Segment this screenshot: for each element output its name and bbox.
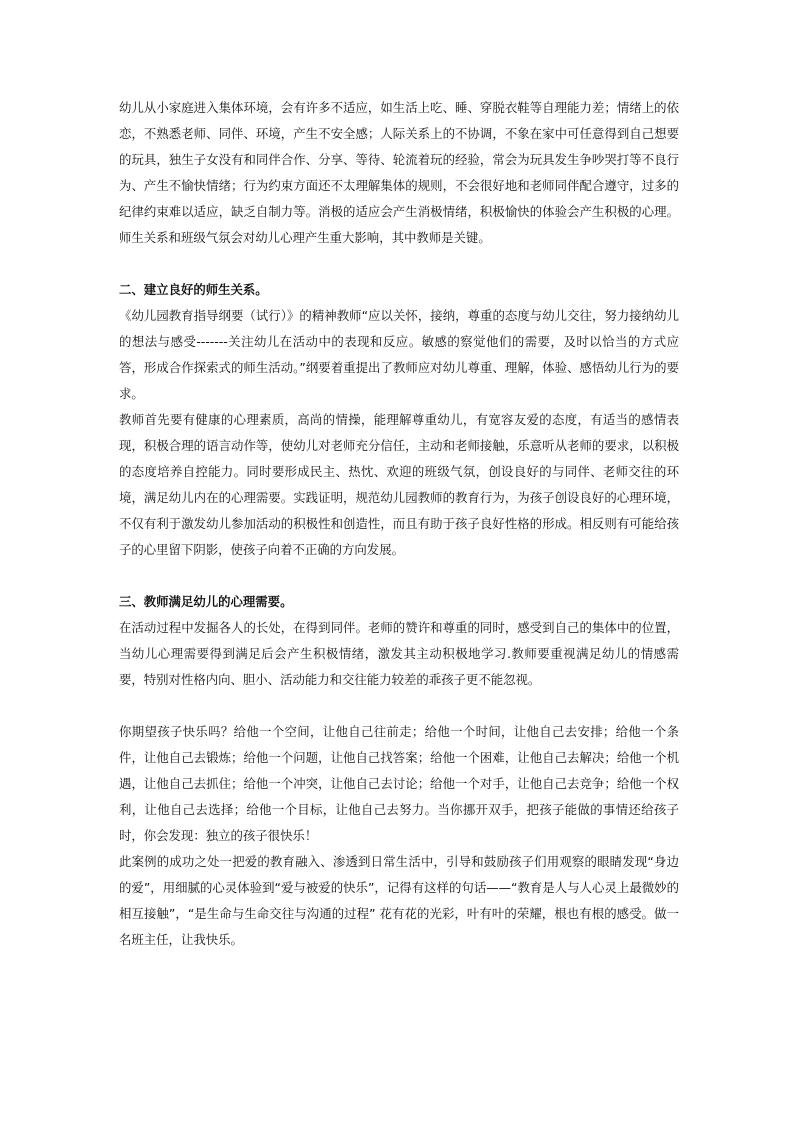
paragraph-adaptation: 幼儿从小家庭进入集体环境，会有许多不适应，如生活上吃、睡、穿脱衣鞋等自理能力差；情绪上的依恋，不熟悉老师、同伴、环境，产生不安全感；人际关系上的不协调，不象在家中可任意得到自己想要的玩具，独生子女没有和同伴合作、分享、等待、轮流着玩的经验，常会为玩具发生争吵哭打等不良行为、产生不愉快情绪；行为约束方面还不太理解集体的规则，不会很好地和老师同伴配合遵守，过多的纪律约束难以适应，缺乏自制力等。消极的适应会产生消极情绪，积极愉快的体验会产生积极的心理。师生关系和班级气氛会对幼儿心理产生重大影响，其中教师是关键。 (119, 100, 679, 245)
paragraph-teacher-quality: 教师首先要有健康的心理素质，高尚的情操，能理解尊重幼儿，有宽容友爱的态度，有适当的感情表现，积极合理的语言动作等，使幼儿对老师充分信任，主动和老师接触，乐意听从老师的要求，以积极的态度培养自控能力。同时要形成民主、热忱、欢迎的班级气氛，创设良好的与同伴、老师交往的环境，满足幼儿内在的心理需要。实践证明，规范幼儿园教师的教育行为，为孩子创设良好的心理环境，不仅有利于激发幼儿参加活动的积极性和创造性，而且有助于孩子良好性格的形成。相反则有可能给孩子的心里留下阴影，使孩子向着不正确的方向发展。 (119, 412, 679, 557)
paragraph-case-summary: 此案例的成功之处一把爱的教育融入、渗透到日常生活中，引导和鼓励孩子们用观察的眼睛发现“身边的爱”，用细腻的心灵体验到“爱与被爱的快乐”，记得有这样的句话——“教育是人与人心灵上最微妙的相互接触”，“是生命与生命交往与沟通的过程” 花有花的光彩，叶有叶的荣耀，根也有根的感受。做一名班主任，让我快乐。 (119, 854, 679, 947)
section-heading-psychological-needs: 三、教师满足幼儿的心理需要。 (119, 594, 293, 609)
paragraph-happy-child: 你期望孩子快乐吗？给他一个空间，让他自己往前走；给他一个时间，让他自己去安排；给他一个条件，让他自己去锻炼；给他一个问题，让他自己找答案；给他一个困难，让他自己去解决；给他一个机遇，让他自己去抓住；给他一个冲突，让他自己去讨论；给他一个对手，让他自己去竞争；给他一个权利，让他自己去选择；给他一个目标，让他自己去努力。当你挪开双手，把孩子能做的事情还给孩子时，你会发现：独立的孩子很快乐！ (119, 724, 679, 843)
section-heading-teacher-student-relationship: 二、建立良好的师生关系。 (119, 282, 268, 297)
paragraph-activities: 在活动过程中发掘各人的长处，在得到同伴。老师的赞许和尊重的同时，感受到自己的集体中的位置，当幼儿心理需要得到满足后会产生积极情绪，激发其主动积极地学习.教师要重视满足幼儿的情感需要，特别对性格内向、胆小、活动能力和交往能力较差的乖孩子更不能忽视。 (119, 620, 679, 687)
paragraph-spacer (119, 693, 679, 719)
paragraph-spacer (119, 251, 679, 277)
paragraph-spacer (119, 563, 679, 589)
document-body (119, 95, 679, 953)
paragraph-guideline: 《幼儿园教育指导纲要（试行）》的精神教师“应以关怀，接纳，尊重的态度与幼儿交往，努力接纳幼儿的想法与感受-------关注幼儿在活动中的表现和反应。敏感的察觉他们的需要，及时以恰当的方式应答，形成合作探索式的师生活动。”纲要着重提出了教师应对幼儿尊重、理解，体验、感悟幼儿行为的要求。 (119, 308, 679, 401)
